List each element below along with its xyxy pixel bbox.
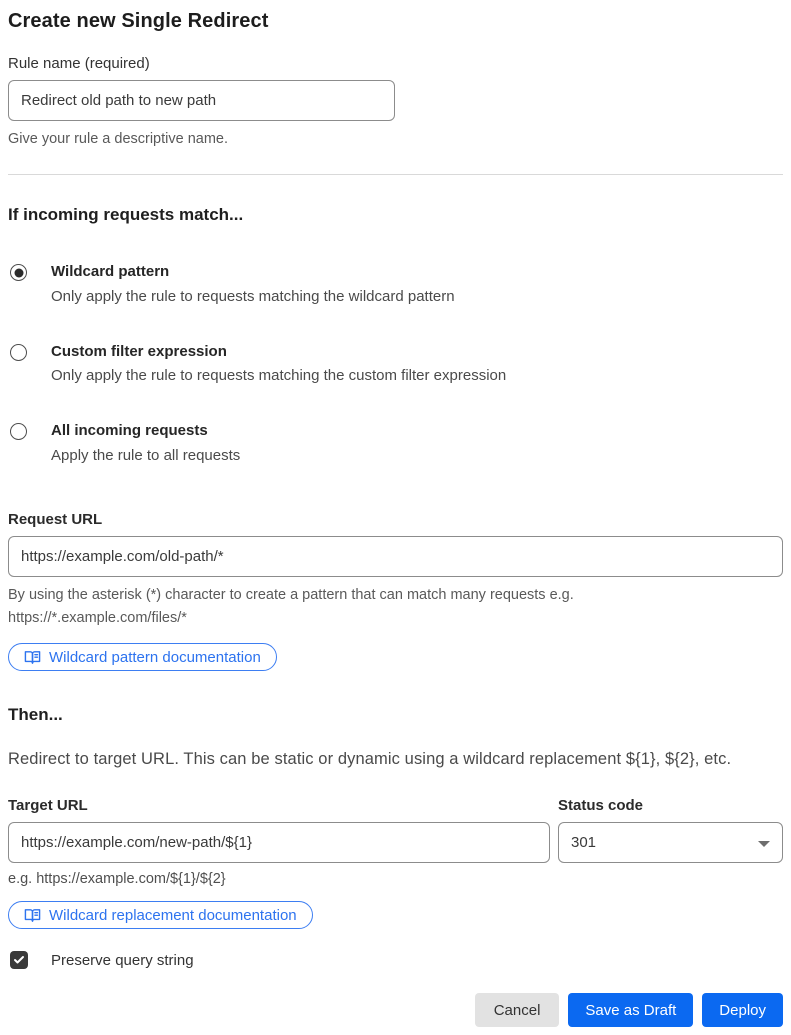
request-url-help: By using the asterisk (*) character to create a pattern that can match many requests e.g. https://*.example.com/files/* (8, 587, 574, 626)
rule-name-input[interactable] (8, 80, 395, 121)
custom-filter-radio[interactable] (10, 344, 27, 361)
target-url-input[interactable] (8, 822, 550, 863)
rule-name-help: Give your rule a descriptive name. (8, 131, 229, 147)
then-section-heading: Then... (8, 705, 63, 725)
request-url-section (8, 511, 783, 671)
then-description: Redirect to target URL. This can be static or dynamic using a wildcard replacement ${1}, ${2}, etc. (8, 750, 732, 769)
footer-actions (8, 993, 783, 1027)
request-url-input[interactable] (8, 536, 783, 577)
match-section-heading: If incoming requests match... (8, 205, 244, 225)
radio-option-all-requests[interactable] (8, 422, 783, 465)
section-divider (8, 174, 783, 175)
radio-label: Wildcard pattern (51, 263, 170, 281)
checkbox-checked-icon[interactable] (10, 951, 28, 969)
doc-button-label: Wildcard pattern documentation (49, 648, 261, 666)
book-icon (24, 649, 41, 666)
book-icon (24, 907, 41, 924)
cancel-button[interactable]: Cancel (475, 993, 560, 1027)
wildcard-replacement-doc-button[interactable] (8, 901, 313, 929)
radio-option-custom-filter[interactable] (8, 343, 783, 386)
request-url-label: Request URL (8, 511, 103, 529)
all-requests-radio[interactable] (10, 423, 27, 440)
match-type-radio-group (8, 263, 783, 465)
target-url-help: e.g. https://example.com/${1}/${2} (8, 871, 226, 888)
preserve-query-string-row[interactable] (8, 951, 783, 969)
radio-option-wildcard-pattern[interactable] (8, 263, 783, 306)
target-url-section (8, 797, 550, 887)
rule-name-section (8, 55, 783, 150)
wildcard-pattern-radio[interactable] (10, 264, 27, 281)
status-code-label: Status code (558, 797, 644, 815)
target-url-label: Target URL (8, 797, 88, 815)
preserve-query-string-label: Preserve query string (51, 951, 194, 969)
radio-description: Only apply the rule to requests matching the wildcard pattern (51, 288, 455, 306)
save-as-draft-button[interactable]: Save as Draft (568, 993, 693, 1027)
wildcard-pattern-doc-button[interactable] (8, 643, 277, 671)
deploy-button[interactable]: Deploy (702, 993, 783, 1027)
radio-description: Only apply the rule to requests matching the custom filter expression (51, 367, 507, 385)
target-row (8, 797, 783, 887)
page-title: Create new Single Redirect (8, 10, 269, 32)
radio-label: Custom filter expression (51, 342, 227, 360)
radio-description: Apply the rule to all requests (51, 446, 241, 464)
doc-button-label: Wildcard replacement documentation (49, 906, 297, 924)
status-code-section (558, 797, 783, 887)
rule-name-label: Rule name (required) (8, 55, 150, 72)
radio-label: All incoming requests (51, 421, 208, 439)
status-code-select[interactable] (558, 822, 783, 863)
